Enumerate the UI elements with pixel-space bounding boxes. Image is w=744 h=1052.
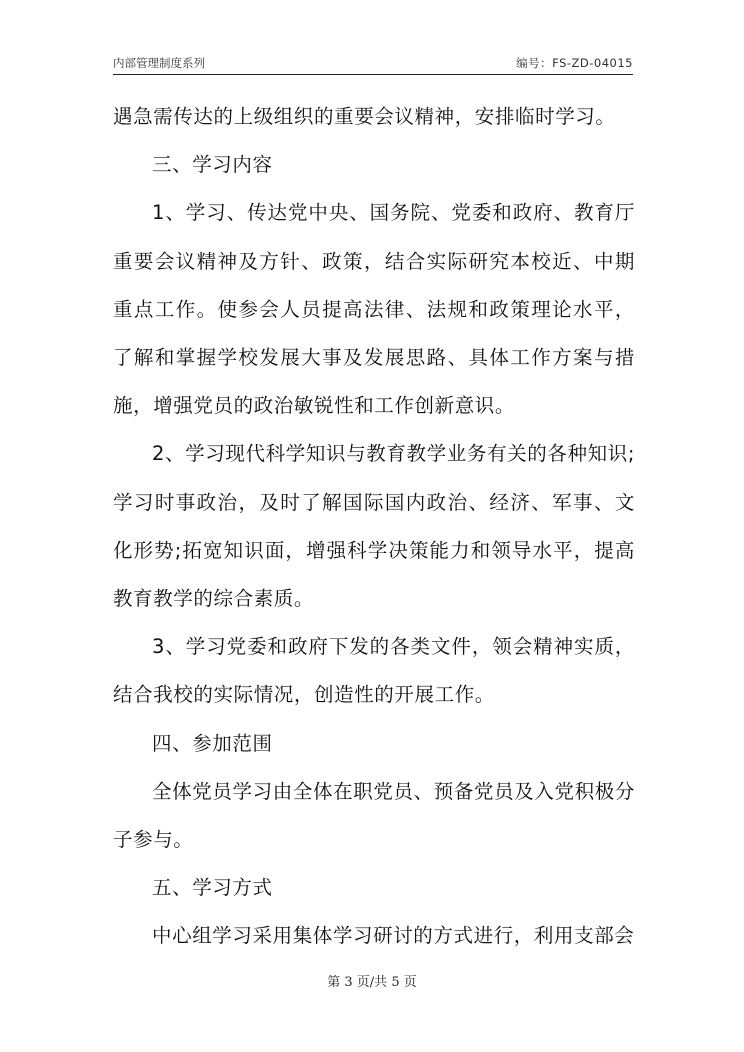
paragraph-continuation: 遇急需传达的上级组织的重要会议精神，安排临时学习。: [113, 105, 616, 128]
paragraph-item-1: 1、学习、传达党中央、国务院、党委和政府、教育厅重要会议精神及方针、政策，结合实际研究本校近、中期重点工作。使参会人员提高法律、法规和政策理论水平，了解和掌握学校发展大事及发展思路、具体工作方案与措施，增强党员的政治敏锐性和工作创新意识。: [113, 201, 635, 418]
section-heading-study-content: 三、学习内容: [152, 153, 273, 177]
document-body: [113, 93, 635, 961]
header-series-title: 内部管理制度系列: [113, 56, 205, 70]
page-number-footer: 第 3 页/共 5 页: [327, 975, 417, 990]
header-document-number: 编号：FS-ZD-04015: [516, 56, 633, 70]
paragraph-item-3: 3、学习党委和政府下发的各类文件，领会精神实质，结合我校的实际情况，创造性的开展工作。: [113, 635, 635, 707]
page-header: [113, 52, 633, 75]
paragraph-item-2: 2、学习现代科学知识与教育教学业务有关的各种知识;学习时事政治，及时了解国际国内政治、经济、军事、文化形势;拓宽知识面，增强科学决策能力和领导水平，提高教育教学的综合素质。: [113, 442, 635, 611]
paragraph-study-method: 中心组学习采用集体学习研讨的方式进行，利用支部会: [152, 924, 635, 948]
section-heading-participants: 四、参加范围: [152, 731, 273, 755]
paragraph-participants: 全体党员学习由全体在职党员、预备党员及入党积极分子参与。: [113, 779, 635, 852]
section-heading-study-method: 五、学习方式: [152, 876, 273, 900]
